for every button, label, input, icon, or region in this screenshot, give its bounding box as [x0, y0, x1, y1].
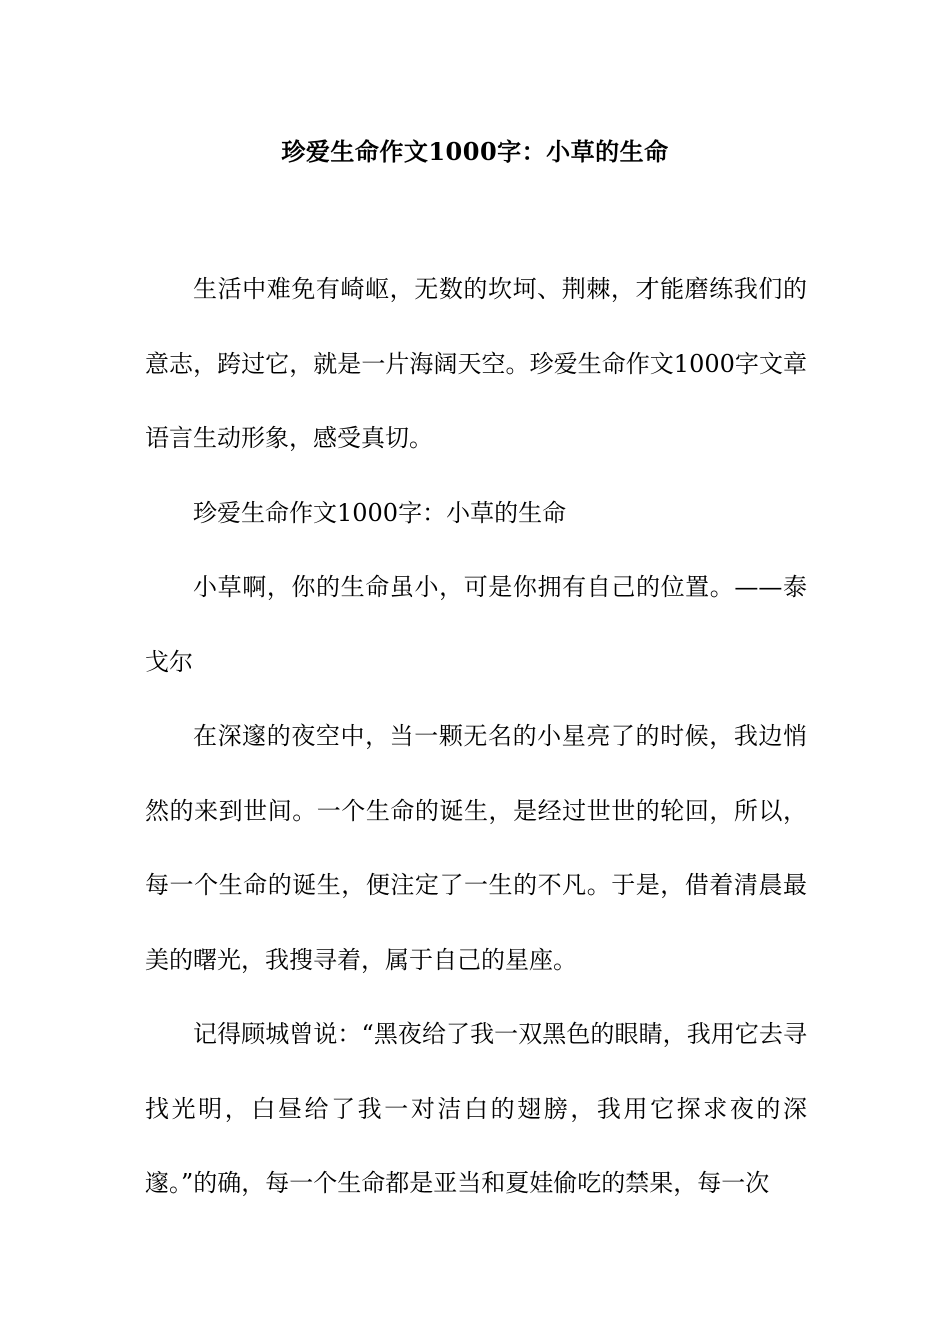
- document-title: 珍爱生命作文1000字：小草的生命: [281, 137, 669, 166]
- paragraph-night-sky: 在深邃的夜空中，当一颗无名的小星亮了的时候，我边悄然的来到世间。一个生命的诞生，是经过世世的轮回，所以，每一个生命的诞生，便注定了一生的不凡。于是，借着清晨最美的曙光，我搜寻着，属于自己的星座。: [145, 722, 807, 974]
- paragraph-gu-cheng: 记得顾城曾说：“黑夜给了我一双黑色的眼睛，我用它去寻找光明，白昼给了我一对洁白的翅膀，我用它探求夜的深邃。”的确，每一个生命都是亚当和夏娃偷吃的禁果，每一次: [145, 1020, 807, 1197]
- document-body: [145, 252, 807, 1221]
- paragraph-quote: 小草啊，你的生命虽小，可是你拥有自己的位置。——泰戈尔: [145, 573, 807, 676]
- paragraph-subtitle: 珍爱生命作文1000字：小草的生命: [193, 498, 567, 527]
- paragraph-intro: 生活中难免有崎岖，无数的坎坷、荆棘，才能磨练我们的意志，跨过它，就是一片海阔天空。珍爱生命作文1000字文章语言生动形象，感受真切。: [145, 275, 807, 452]
